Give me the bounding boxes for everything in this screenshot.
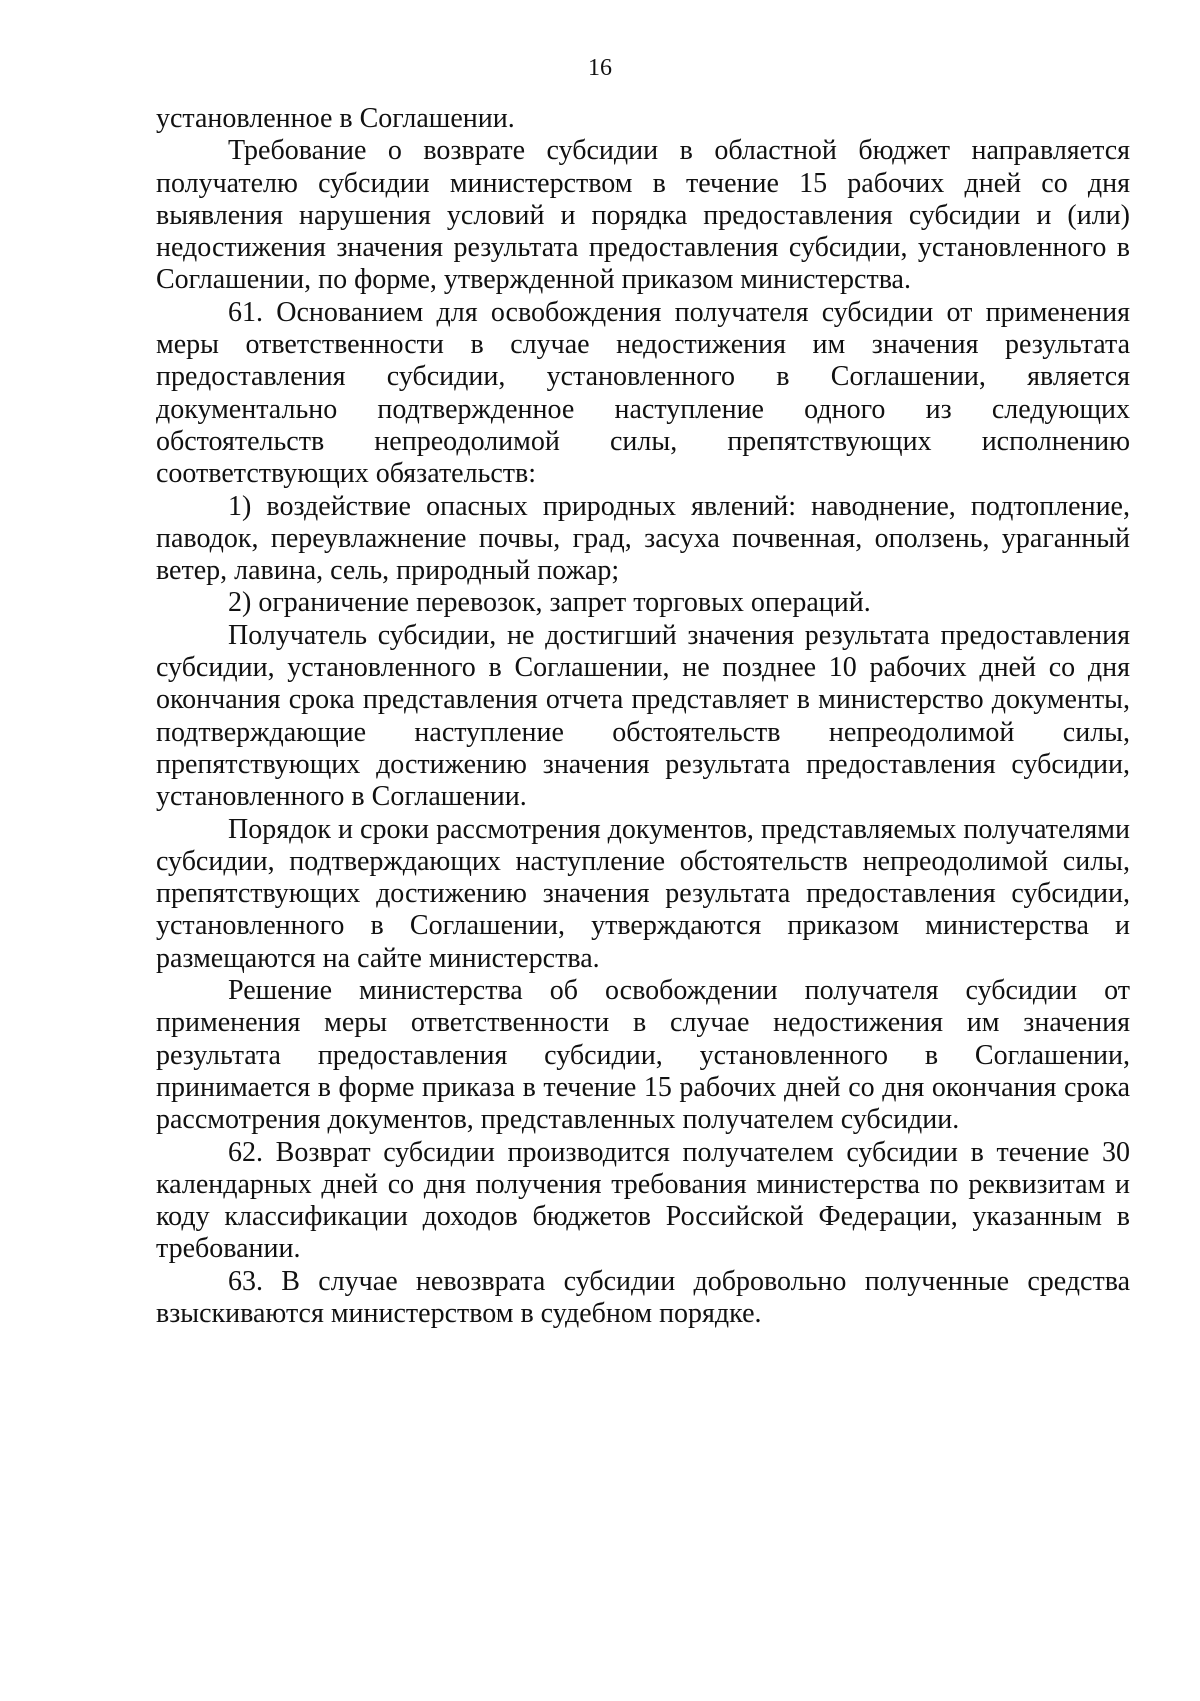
paragraph-62-refund: 62. Возврат субсидии производится получателем субсидии в течение 30 календарных дней со дня получения требования министерства по реквизитам и коду классификации доходов бюджетов Российской Федерации, указанным в требовании. xyxy=(156,1136,1130,1265)
list-item-transport-restriction: 2) ограничение перевозок, запрет торговых операций. xyxy=(228,587,871,619)
list-item-natural-phenomena: 1) воздействие опасных природных явлений: наводнение, подтопление, паводок, переувлажнение почвы, град, засуха почвенная, оползень, ураганный ветер, лавина, сель, природный пожар; xyxy=(156,490,1130,587)
paragraph-ministry-decision: Решение министерства об освобождении получателя субсидии от применения меры ответственности в случае недостижения им значения результата предоставления субсидии, установленного в Соглашении, принимается в форме приказа в течение 15 рабочих дней со дня окончания срока рассмотрения документов, представленных получателем субсидии. xyxy=(156,975,1130,1136)
page-number: 16 xyxy=(588,55,612,81)
paragraph-review-procedure: Порядок и сроки рассмотрения документов, представляемых получателями субсидии, подтверждающих наступление обстоятельств непреодолимой силы, препятствующих достижению значения результата предоставления субсидии, установленного в Соглашении, утверждаются приказом министерства и размещаются на сайте министерства. xyxy=(156,813,1130,974)
paragraph-refund-requirement: Требование о возврате субсидии в областной бюджет направляется получателю субсидии министерством в течение 15 рабочих дней со дня выявления нарушения условий и порядка предоставления субсидии и (или) недостижения значения результата предоставления субсидии, установленного в Соглашении, по форме, утвержденной приказом министерства. xyxy=(156,135,1130,296)
paragraph-61-force-majeure: 61. Основанием для освобождения получателя субсидии от применения меры ответственности в случае недостижения им значения результата предоставления субсидии, установленного в Соглашении, является документально подтвержденное наступление одного из следующих обстоятельств непреодолимой силы, препятствующих исполнению соответствующих обязательств: xyxy=(156,296,1130,490)
paragraph-continuation: установленное в Соглашении. xyxy=(156,103,515,134)
document-body xyxy=(156,103,1130,1330)
paragraph-63-recovery: 63. В случае невозврата субсидии добровольно полученные средства взыскиваются министерством в судебном порядке. xyxy=(156,1265,1130,1329)
paragraph-recipient-documents: Получатель субсидии, не достигший значения результата предоставления субсидии, установленного в Соглашении, не позднее 10 рабочих дней со дня окончания срока представления отчета представляет в министерство документы, подтверждающие наступление обстоятельств непреодолимой силы, препятствующих достижению значения результата предоставления субсидии, установленного в Соглашении. xyxy=(156,619,1130,813)
